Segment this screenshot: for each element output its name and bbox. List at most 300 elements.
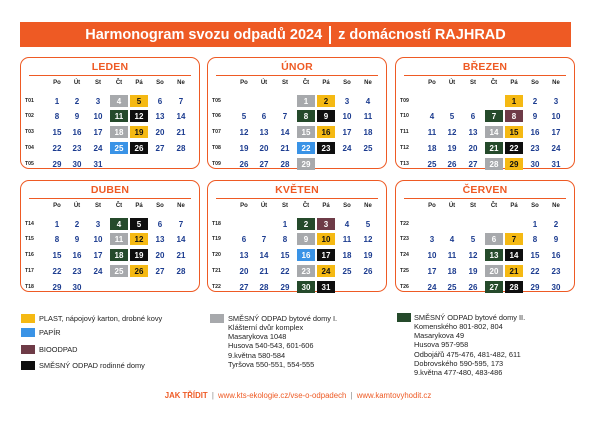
day-header: St bbox=[95, 80, 101, 86]
day-cell: 2 bbox=[74, 219, 80, 229]
day-cell: 21 bbox=[259, 266, 269, 276]
collection-day-smes: 5 bbox=[130, 218, 148, 230]
collection-day-smesII: 8 bbox=[297, 110, 315, 122]
day-header: Pá bbox=[322, 203, 330, 209]
day-cell: 22 bbox=[52, 266, 62, 276]
week-number: T24 bbox=[400, 252, 409, 258]
collection-day-plast: 5 bbox=[130, 95, 148, 107]
smesII-legend: SMĚSNÝ ODPAD bytové domy II. bbox=[414, 313, 526, 322]
day-cell: 1 bbox=[532, 219, 538, 229]
day-header: So bbox=[531, 203, 539, 209]
day-cell: 25 bbox=[342, 266, 352, 276]
collection-day-bio: 8 bbox=[505, 110, 523, 122]
collection-day-smesI: 9 bbox=[297, 233, 315, 245]
day-cell: 13 bbox=[239, 250, 249, 260]
day-cell: 8 bbox=[54, 111, 60, 121]
day-cell: 5 bbox=[470, 234, 476, 244]
day-cell: 24 bbox=[551, 143, 561, 153]
day-cell: 2 bbox=[553, 219, 559, 229]
day-cell: 3 bbox=[344, 96, 350, 106]
collection-day-smesII: 11 bbox=[110, 110, 128, 122]
week-number: T06 bbox=[212, 113, 221, 119]
day-cell: 15 bbox=[52, 250, 62, 260]
day-cell: 17 bbox=[342, 127, 352, 137]
day-header: Út bbox=[260, 203, 268, 209]
day-cell: 14 bbox=[176, 234, 186, 244]
day-cell: 19 bbox=[363, 250, 373, 260]
month-únor bbox=[207, 57, 387, 169]
day-cell: 10 bbox=[342, 111, 352, 121]
collection-day-smesI: 29 bbox=[297, 158, 315, 170]
day-cell: 23 bbox=[72, 266, 82, 276]
footer-divider: | bbox=[211, 391, 214, 400]
week-number: T05 bbox=[212, 98, 221, 104]
week-number: T13 bbox=[400, 161, 409, 167]
day-cell: 29 bbox=[280, 282, 290, 292]
day-header: So bbox=[156, 203, 164, 209]
day-cell: 26 bbox=[447, 159, 457, 169]
month-duben bbox=[20, 180, 200, 292]
title-left: Harmonogram svozu odpadů 2024 bbox=[85, 26, 323, 43]
day-cell: 11 bbox=[427, 127, 437, 137]
day-cell: 16 bbox=[72, 250, 82, 260]
week-number: T18 bbox=[25, 284, 34, 290]
day-cell: 21 bbox=[280, 143, 290, 153]
week-number: T15 bbox=[25, 236, 34, 242]
collection-day-plast: 10 bbox=[317, 233, 335, 245]
day-cell: 8 bbox=[282, 234, 288, 244]
day-header: So bbox=[531, 80, 539, 86]
address-line: Komenského 801-802, 804 bbox=[414, 322, 503, 331]
title-banner bbox=[20, 22, 571, 47]
smes-swatch bbox=[21, 361, 35, 370]
month-divider bbox=[29, 75, 191, 76]
day-header: Pá bbox=[322, 80, 330, 86]
address-line: Odbojářů 475-476, 481-482, 611 bbox=[414, 349, 521, 359]
day-header: Ne bbox=[364, 80, 372, 86]
address-line: Husova 540-543, 601-606 bbox=[228, 341, 314, 351]
day-header: So bbox=[343, 80, 351, 86]
day-cell: 20 bbox=[259, 143, 269, 153]
day-cell: 6 bbox=[157, 96, 163, 106]
collection-day-smesI: 23 bbox=[297, 265, 315, 277]
day-cell: 3 bbox=[429, 234, 435, 244]
day-cell: 17 bbox=[93, 127, 103, 137]
collection-day-smesII: 18 bbox=[110, 249, 128, 261]
collection-day-bio: 3 bbox=[317, 218, 335, 230]
day-cell: 11 bbox=[363, 111, 373, 121]
month-květen bbox=[207, 180, 387, 292]
day-cell: 12 bbox=[468, 250, 478, 260]
collection-day-smesI: 1 bbox=[297, 95, 315, 107]
day-header: Út bbox=[73, 203, 81, 209]
day-cell: 19 bbox=[468, 266, 478, 276]
day-cell: 10 bbox=[427, 250, 437, 260]
day-header: Po bbox=[53, 80, 61, 86]
day-cell: 9 bbox=[553, 234, 559, 244]
day-cell: 20 bbox=[468, 143, 478, 153]
month-leden bbox=[20, 57, 200, 169]
day-header: Ne bbox=[177, 203, 185, 209]
day-cell: 17 bbox=[93, 250, 103, 260]
day-cell: 24 bbox=[427, 282, 437, 292]
day-cell: 9 bbox=[74, 234, 80, 244]
month-name: KVĚTEN bbox=[275, 184, 319, 196]
day-header: Út bbox=[260, 80, 268, 86]
day-cell: 18 bbox=[427, 143, 437, 153]
title-right: z domácností RAJHRAD bbox=[338, 26, 506, 43]
day-cell: 7 bbox=[282, 111, 288, 121]
day-header: Po bbox=[53, 203, 61, 209]
address-line: Tyršova 550-551, 554-555 bbox=[228, 359, 315, 369]
day-cell: 12 bbox=[363, 234, 373, 244]
collection-day-smesI: 6 bbox=[485, 233, 503, 245]
day-cell: 15 bbox=[280, 250, 290, 260]
address-line: Klášterní dvůr komplex bbox=[228, 323, 304, 332]
day-header: Čt bbox=[302, 80, 310, 86]
day-header: St bbox=[470, 203, 476, 209]
day-cell: 18 bbox=[363, 127, 373, 137]
day-cell: 11 bbox=[342, 234, 352, 244]
day-cell: 9 bbox=[532, 111, 538, 121]
day-header: Pá bbox=[510, 80, 518, 86]
collection-day-plast: 7 bbox=[505, 233, 523, 245]
day-header: Ne bbox=[364, 203, 372, 209]
collection-day-smesI: 14 bbox=[485, 126, 503, 138]
collection-day-smesII: 21 bbox=[485, 142, 503, 154]
week-number: T09 bbox=[212, 161, 221, 167]
day-cell: 27 bbox=[155, 266, 165, 276]
day-cell: 10 bbox=[93, 111, 103, 121]
collection-day-smesI: 4 bbox=[110, 95, 128, 107]
day-header: Pá bbox=[135, 80, 143, 86]
address-line: Dobrovského 590-595, 173 bbox=[414, 358, 504, 368]
day-cell: 2 bbox=[74, 96, 80, 106]
day-cell: 14 bbox=[280, 127, 290, 137]
day-cell: 4 bbox=[449, 234, 455, 244]
day-cell: 6 bbox=[241, 234, 247, 244]
week-number: T19 bbox=[212, 236, 221, 242]
day-cell: 15 bbox=[52, 127, 62, 137]
collection-day-smesII: 2 bbox=[297, 218, 315, 230]
day-cell: 25 bbox=[427, 159, 437, 169]
week-number: T04 bbox=[25, 145, 34, 151]
day-cell: 1 bbox=[54, 96, 60, 106]
collection-day-smesI: 18 bbox=[110, 126, 128, 138]
day-cell: 9 bbox=[74, 111, 80, 121]
day-cell: 5 bbox=[449, 111, 455, 121]
day-header: Po bbox=[240, 80, 248, 86]
day-cell: 31 bbox=[93, 159, 103, 169]
day-cell: 29 bbox=[52, 282, 62, 292]
collection-day-plast: 12 bbox=[130, 233, 148, 245]
day-cell: 12 bbox=[239, 127, 249, 137]
collection-day-smes: 9 bbox=[317, 110, 335, 122]
footer-how-to-sort: JAK TŘÍDIT bbox=[164, 391, 208, 400]
day-cell: 21 bbox=[176, 127, 186, 137]
collection-day-plast: 24 bbox=[317, 265, 335, 277]
day-cell: 6 bbox=[157, 219, 163, 229]
day-header: Po bbox=[240, 203, 248, 209]
week-number: T22 bbox=[212, 284, 221, 290]
day-cell: 17 bbox=[551, 127, 561, 137]
day-cell: 8 bbox=[532, 234, 538, 244]
week-number: T01 bbox=[25, 98, 34, 104]
day-cell: 7 bbox=[261, 234, 267, 244]
day-cell: 14 bbox=[259, 250, 269, 260]
week-number: T25 bbox=[400, 268, 409, 274]
day-cell: 24 bbox=[342, 143, 352, 153]
week-number: T02 bbox=[25, 113, 34, 119]
day-cell: 26 bbox=[239, 159, 249, 169]
day-cell: 23 bbox=[72, 143, 82, 153]
day-cell: 16 bbox=[72, 127, 82, 137]
collection-day-smesII: 13 bbox=[485, 249, 503, 261]
day-cell: 8 bbox=[54, 234, 60, 244]
week-number: T22 bbox=[400, 221, 409, 227]
day-cell: 25 bbox=[447, 282, 457, 292]
day-cell: 13 bbox=[155, 111, 165, 121]
day-cell: 22 bbox=[280, 266, 290, 276]
day-header: Po bbox=[428, 80, 436, 86]
day-cell: 28 bbox=[176, 143, 186, 153]
day-cell: 29 bbox=[530, 282, 540, 292]
day-cell: 14 bbox=[176, 111, 186, 121]
month-divider bbox=[404, 198, 566, 199]
day-cell: 31 bbox=[551, 159, 561, 169]
day-cell: 30 bbox=[551, 282, 561, 292]
day-cell: 18 bbox=[447, 266, 457, 276]
day-cell: 3 bbox=[95, 96, 101, 106]
day-header: Út bbox=[448, 80, 456, 86]
week-number: T18 bbox=[212, 221, 221, 227]
day-cell: 26 bbox=[468, 282, 478, 292]
address-line: Husova 957-958 bbox=[414, 340, 469, 350]
month-divider bbox=[404, 75, 566, 76]
day-header: Čt bbox=[302, 203, 310, 209]
collection-day-smes: 12 bbox=[130, 110, 148, 122]
smesI-address-list bbox=[228, 323, 314, 369]
day-header: Pá bbox=[510, 203, 518, 209]
day-header: Čt bbox=[490, 80, 498, 86]
papir-swatch bbox=[21, 328, 35, 337]
collection-day-smesI: 25 bbox=[110, 265, 128, 277]
plast-swatch bbox=[21, 314, 35, 323]
smesII-address-list bbox=[414, 322, 521, 377]
month-name: BŘEZEN bbox=[462, 61, 508, 73]
day-cell: 5 bbox=[241, 111, 247, 121]
footer bbox=[0, 391, 596, 400]
footer-divider: | bbox=[350, 391, 353, 400]
collection-day-smesII: 30 bbox=[297, 281, 315, 293]
address-line: 9.května 477-480, 483-486 bbox=[414, 368, 503, 378]
day-header: Út bbox=[448, 203, 456, 209]
day-cell: 24 bbox=[93, 266, 103, 276]
day-header: St bbox=[282, 203, 288, 209]
week-number: T08 bbox=[212, 145, 221, 151]
day-header: Čt bbox=[115, 203, 123, 209]
week-number: T16 bbox=[25, 252, 34, 258]
collection-day-papir: 16 bbox=[297, 249, 315, 261]
day-cell: 23 bbox=[551, 266, 561, 276]
day-header: Pá bbox=[135, 203, 143, 209]
day-header: Čt bbox=[490, 203, 498, 209]
day-header: Ne bbox=[552, 203, 560, 209]
day-cell: 20 bbox=[155, 127, 165, 137]
day-cell: 6 bbox=[470, 111, 476, 121]
footer-link-kts[interactable]: www.kts-ekologie.cz/vse-o-odpadech bbox=[218, 391, 347, 400]
collection-day-plast: 1 bbox=[505, 95, 523, 107]
day-cell: 22 bbox=[530, 266, 540, 276]
day-cell: 22 bbox=[52, 143, 62, 153]
day-cell: 30 bbox=[72, 159, 82, 169]
day-header: Út bbox=[73, 80, 81, 86]
collection-day-smes: 23 bbox=[317, 142, 335, 154]
collection-day-plast: 21 bbox=[505, 265, 523, 277]
day-cell: 6 bbox=[261, 111, 267, 121]
day-header: Čt bbox=[115, 80, 123, 86]
collection-day-papir: 25 bbox=[110, 142, 128, 154]
month-divider bbox=[216, 198, 378, 199]
day-cell: 1 bbox=[54, 219, 60, 229]
week-number: T03 bbox=[25, 129, 34, 135]
collection-day-plast: 26 bbox=[130, 265, 148, 277]
day-cell: 23 bbox=[530, 143, 540, 153]
day-cell: 28 bbox=[176, 266, 186, 276]
collection-day-smes: 26 bbox=[130, 142, 148, 154]
day-header: St bbox=[282, 80, 288, 86]
day-cell: 25 bbox=[363, 143, 373, 153]
day-cell: 21 bbox=[176, 250, 186, 260]
week-number: T12 bbox=[400, 145, 409, 151]
day-cell: 27 bbox=[239, 282, 249, 292]
smesII-swatch bbox=[397, 313, 411, 322]
day-cell: 16 bbox=[530, 127, 540, 137]
day-cell: 20 bbox=[155, 250, 165, 260]
day-cell: 16 bbox=[551, 250, 561, 260]
day-cell: 30 bbox=[530, 159, 540, 169]
week-number: T11 bbox=[400, 129, 409, 135]
plast-legend: PLAST, nápojový karton, drobné kovy bbox=[39, 314, 163, 323]
month-name: DUBEN bbox=[90, 184, 130, 196]
collection-day-plast: 29 bbox=[505, 158, 523, 170]
collection-day-smes: 14 bbox=[505, 249, 523, 261]
day-cell: 4 bbox=[344, 219, 350, 229]
day-cell: 27 bbox=[259, 159, 269, 169]
month-name: LEDEN bbox=[91, 61, 129, 73]
day-cell: 11 bbox=[447, 250, 457, 260]
week-number: T07 bbox=[212, 129, 221, 135]
day-cell: 28 bbox=[259, 282, 269, 292]
month-name: ÚNOR bbox=[281, 61, 313, 73]
day-header: So bbox=[343, 203, 351, 209]
week-number: T21 bbox=[212, 268, 221, 274]
month-divider bbox=[29, 198, 191, 199]
collection-day-smes: 31 bbox=[317, 281, 335, 293]
day-header: St bbox=[470, 80, 476, 86]
day-cell: 10 bbox=[93, 234, 103, 244]
collection-day-smes: 22 bbox=[505, 142, 523, 154]
day-header: Ne bbox=[552, 80, 560, 86]
month-červen bbox=[395, 180, 575, 292]
month-name: ČERVEN bbox=[462, 184, 508, 196]
day-cell: 24 bbox=[93, 143, 103, 153]
day-cell: 13 bbox=[259, 127, 269, 137]
day-cell: 7 bbox=[178, 219, 184, 229]
collection-day-smesII: 27 bbox=[485, 281, 503, 293]
day-cell: 28 bbox=[280, 159, 290, 169]
day-cell: 1 bbox=[282, 219, 288, 229]
day-cell: 13 bbox=[468, 127, 478, 137]
day-cell: 18 bbox=[342, 250, 352, 260]
collection-day-plast: 16 bbox=[317, 126, 335, 138]
day-cell: 2 bbox=[532, 96, 538, 106]
day-cell: 27 bbox=[155, 143, 165, 153]
day-cell: 10 bbox=[551, 111, 561, 121]
day-cell: 5 bbox=[365, 219, 371, 229]
day-cell: 26 bbox=[363, 266, 373, 276]
week-number: T14 bbox=[25, 221, 34, 227]
collection-day-smesI: 20 bbox=[485, 265, 503, 277]
collection-day-smes: 19 bbox=[130, 249, 148, 261]
day-cell: 3 bbox=[553, 96, 559, 106]
smesI-swatch bbox=[210, 314, 224, 323]
collection-day-smes: 28 bbox=[505, 281, 523, 293]
day-cell: 19 bbox=[239, 143, 249, 153]
day-cell: 19 bbox=[447, 143, 457, 153]
day-cell: 27 bbox=[468, 159, 478, 169]
collection-day-smesII: 4 bbox=[110, 218, 128, 230]
collection-day-papir: 22 bbox=[297, 142, 315, 154]
month-divider bbox=[216, 75, 378, 76]
title-separator bbox=[329, 26, 331, 44]
collection-day-plast: 15 bbox=[505, 126, 523, 138]
collection-day-smes: 17 bbox=[317, 249, 335, 261]
collection-day-smesI: 28 bbox=[485, 158, 503, 170]
day-cell: 12 bbox=[447, 127, 457, 137]
collection-day-plast: 2 bbox=[317, 95, 335, 107]
day-cell: 30 bbox=[72, 282, 82, 292]
address-line: Masarykova 1048 bbox=[228, 332, 287, 342]
day-header: Po bbox=[428, 203, 436, 209]
day-cell: 20 bbox=[239, 266, 249, 276]
day-cell: 13 bbox=[155, 234, 165, 244]
day-cell: 4 bbox=[429, 111, 435, 121]
week-number: T23 bbox=[400, 236, 409, 242]
week-number: T09 bbox=[400, 98, 409, 104]
day-cell: 15 bbox=[530, 250, 540, 260]
week-number: T17 bbox=[25, 268, 34, 274]
day-header: Ne bbox=[177, 80, 185, 86]
week-number: T10 bbox=[400, 113, 409, 119]
address-line: 9.května 580-584 bbox=[228, 350, 286, 360]
week-number: T05 bbox=[25, 161, 34, 167]
papir-legend: PAPÍR bbox=[39, 328, 61, 337]
day-cell: 29 bbox=[52, 159, 62, 169]
week-number: T26 bbox=[400, 284, 409, 290]
day-cell: 17 bbox=[427, 266, 437, 276]
collection-day-smesII: 7 bbox=[485, 110, 503, 122]
smes-legend: SMĚSNÝ ODPAD rodinné domy bbox=[39, 361, 145, 370]
day-header: So bbox=[156, 80, 164, 86]
bio-swatch bbox=[21, 345, 35, 354]
footer-link-kamtovyhodit[interactable]: www.kamtovyhodit.cz bbox=[356, 391, 432, 400]
collection-day-smesI: 15 bbox=[297, 126, 315, 138]
collection-day-plast: 19 bbox=[130, 126, 148, 138]
week-number: T20 bbox=[212, 252, 221, 258]
day-cell: 4 bbox=[365, 96, 371, 106]
month-březen bbox=[395, 57, 575, 169]
